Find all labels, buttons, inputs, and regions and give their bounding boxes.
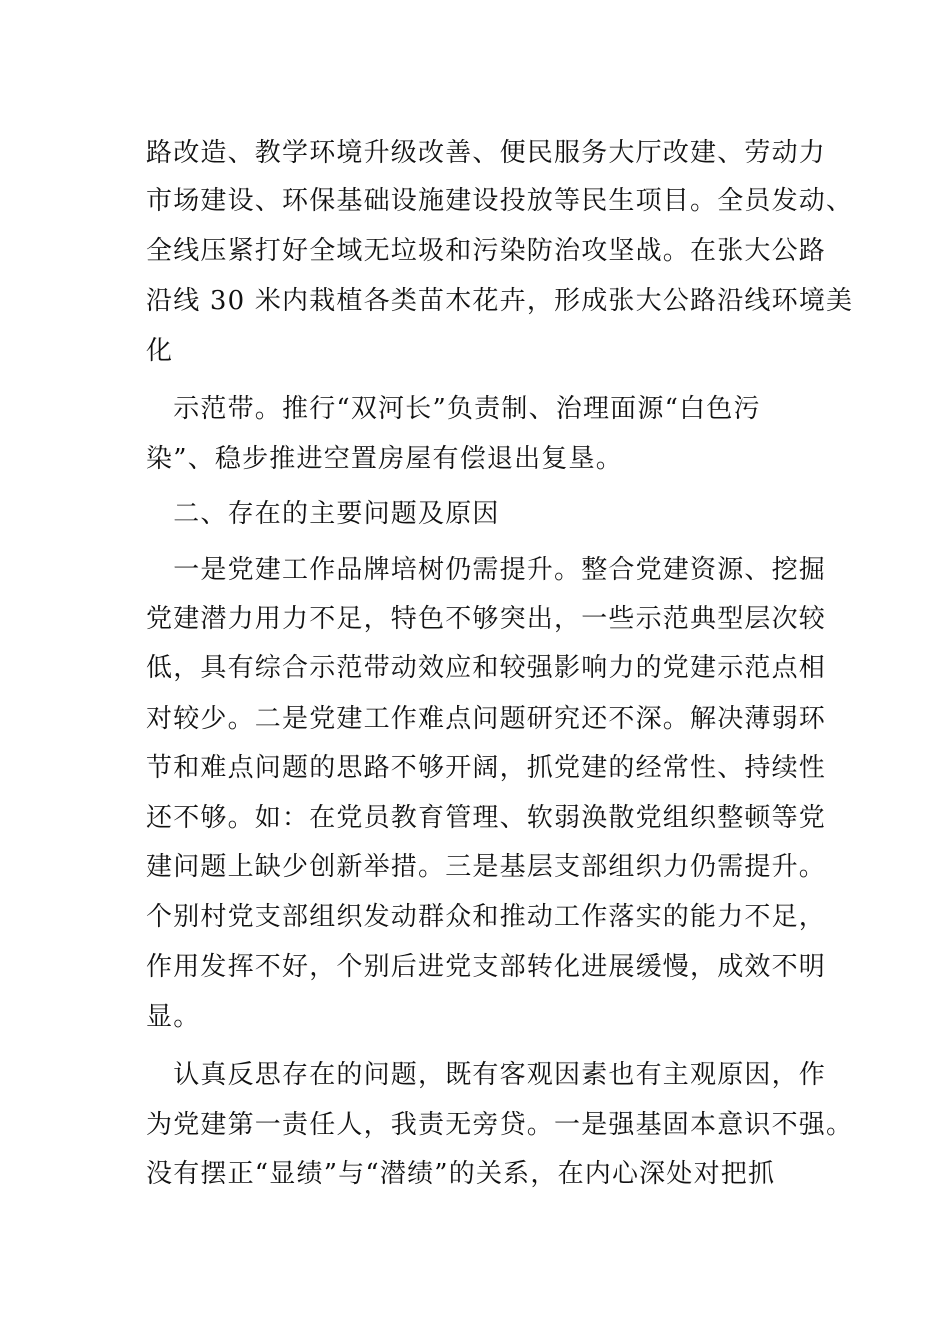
text-line-19: 认真反思存在的问题，既有客观因素也有主观原因，作 <box>146 1060 827 1090</box>
text-line-20: 为党建第一责任人，我责无旁贷。一是强基固本意识不强。 <box>146 1110 854 1140</box>
text-line-9: 一是党建工作品牌培树仍需提升。整合党建资源、挖掘 <box>146 555 827 585</box>
section-heading: 二、存在的主要问题及原因 <box>146 499 500 529</box>
text-line-5: 化 <box>146 336 174 366</box>
text-line-21: 没有摆正“显绩”与“潜绩”的关系，在内心深处对把抓 <box>146 1159 776 1189</box>
text-line-14: 还不够。如：在党员教育管理、软弱涣散党组织整顿等党 <box>146 803 827 833</box>
text-line-12: 对较少。二是党建工作难点问题研究还不深。解决薄弱环 <box>146 704 827 734</box>
text-line-4: 沿线 30 米内栽植各类苗木花卉，形成张大公路沿线环境美 <box>146 286 854 316</box>
text-line-15: 建问题上缺少创新举措。三是基层支部组织力仍需提升。 <box>146 852 827 882</box>
text-line-11: 低，具有综合示范带动效应和较强影响力的党建示范点相 <box>146 653 827 683</box>
text-line-3: 全线压紧打好全域无垃圾和污染防治攻坚战。在张大公路 <box>146 236 827 266</box>
text-line-10: 党建潜力用力不足，特色不够突出，一些示范典型层次较 <box>146 604 827 634</box>
text-line-16: 个别村党支部组织发动群众和推动工作落实的能力不足， <box>146 902 827 932</box>
text-line-1: 路改造、教学环境升级改善、便民服务大厅改建、劳动力 <box>146 138 827 168</box>
text-line-13: 节和难点问题的思路不够开阔，抓党建的经常性、持续性 <box>146 753 827 783</box>
text-line-18: 显。 <box>146 1002 201 1032</box>
text-line-17: 作用发挥不好，个别后进党支部转化进展缓慢，成效不明 <box>146 952 827 982</box>
text-line-6: 示范带。推行“双河长”负责制、治理面源“白色污 <box>146 394 761 424</box>
text-line-7: 染”、稳步推进空置房屋有偿退出复垦。 <box>146 444 623 474</box>
text-line-2: 市场建设、环保基础设施建设投放等民生项目。全员发动、 <box>146 186 854 216</box>
